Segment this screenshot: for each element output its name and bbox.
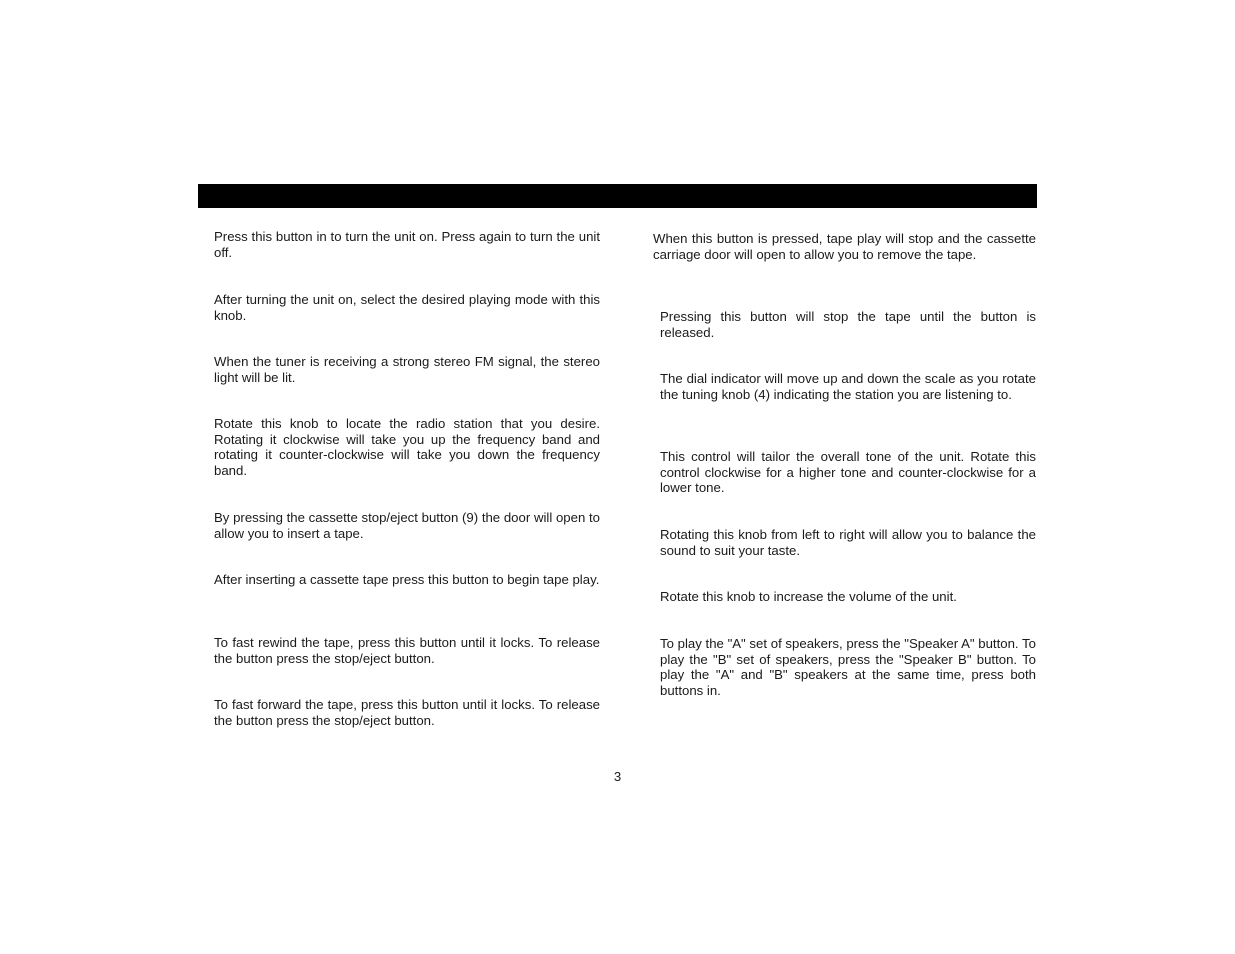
tone-control-description: This control will tailor the overall tone of the unit. Rotate this control clockwise for a higher tone and counter-clockwise for a lower tone. (660, 449, 1036, 496)
balance-control-description: Rotating this knob from left to right will allow you to balance the sound to suit your taste. (660, 527, 1036, 558)
pause-button-description: Pressing this button will stop the tape until the button is released. (660, 309, 1036, 340)
stereo-indicator-description: When the tuner is receiving a strong stereo FM signal, the stereo light will be lit. (214, 354, 600, 385)
volume-control-description: Rotate this knob to increase the volume of the unit. (660, 589, 957, 604)
cassette-door-description: By pressing the cassette stop/eject button (9) the door will open to allow you to insert a tape. (214, 510, 600, 541)
tuning-knob-description: Rotate this knob to locate the radio station that you desire. Rotating it clockwise will take you up the frequency band and rotating it counter-clockwise will take you down the frequency band. (214, 416, 600, 479)
stop-eject-button-description: When this button is pressed, tape play will stop and the cassette carriage door will open to allow you to remove the tape. (653, 231, 1036, 262)
dial-indicator-description: The dial indicator will move up and down the scale as you rotate the tuning knob (4) indicating the station you are listening to. (660, 371, 1036, 402)
section-header-bar (198, 184, 1037, 208)
speaker-selector-description: To play the "A" set of speakers, press the "Speaker A" button. To play the "B" set of speakers, press the "Speaker B" button. To play the "A" and "B" speakers at the same time, press both buttons in. (660, 636, 1036, 699)
page-number: 3 (613, 769, 622, 784)
rewind-button-description: To fast rewind the tape, press this button until it locks. To release the button press the stop/eject button. (214, 635, 600, 666)
play-button-description: After inserting a cassette tape press this button to begin tape play. (214, 572, 600, 587)
power-button-description: Press this button in to turn the unit on. Press again to turn the unit off. (214, 229, 600, 260)
function-knob-description: After turning the unit on, select the desired playing mode with this knob. (214, 292, 600, 323)
fast-forward-button-description: To fast forward the tape, press this button until it locks. To release the button press the stop/eject button. (214, 697, 600, 728)
